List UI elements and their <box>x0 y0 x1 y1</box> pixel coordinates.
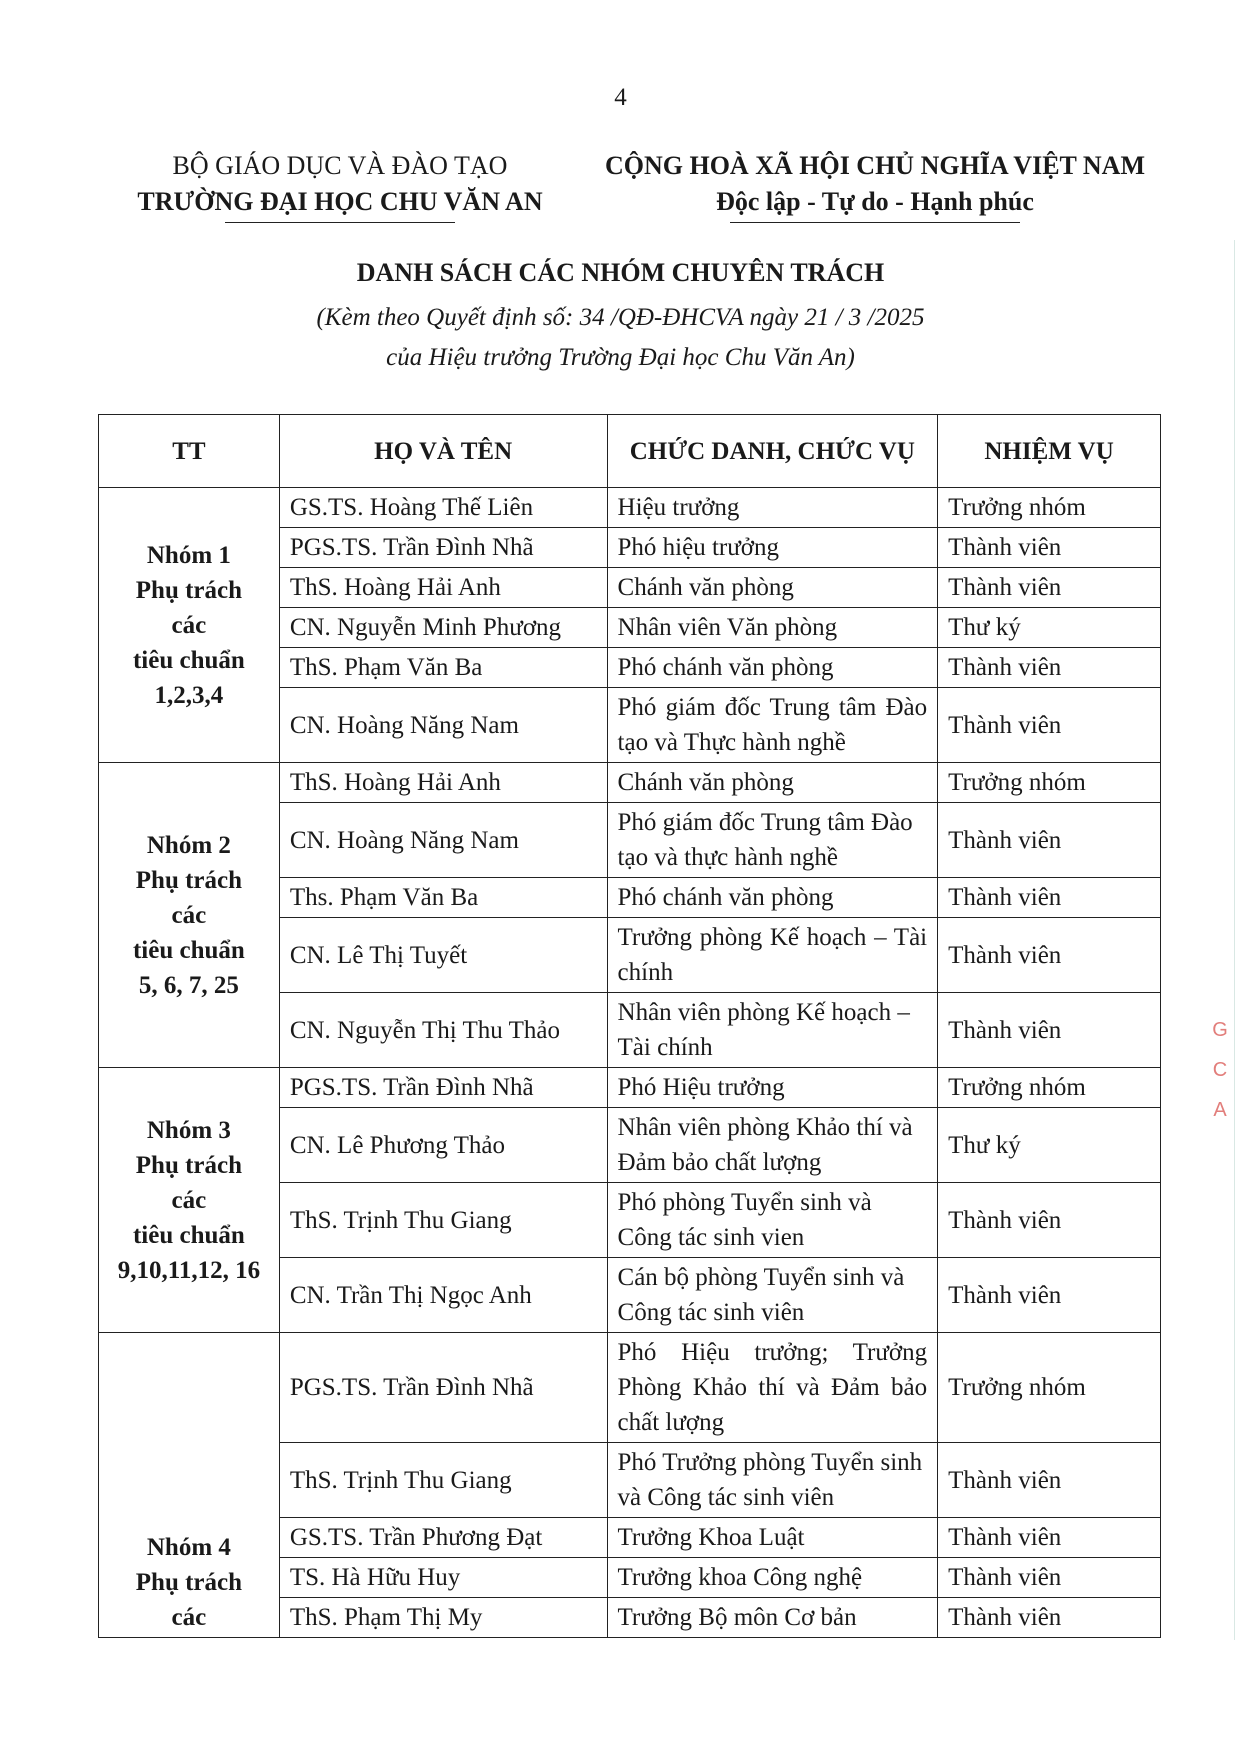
document-subtitle <box>0 298 1241 378</box>
member-duty-cell: Thành viên <box>938 918 1161 993</box>
header-duty: NHIỆM VỤ <box>938 415 1161 488</box>
member-name-cell: CN. Hoàng Năng Nam <box>279 688 607 763</box>
member-duty-cell: Thành viên <box>938 1183 1161 1258</box>
group-label-line: các <box>171 611 207 639</box>
member-name-cell: PGS.TS. Trần Đình Nhã <box>279 528 607 568</box>
member-duty-cell: Trưởng nhóm <box>938 488 1161 528</box>
member-position-cell: Phó Hiệu trưởng <box>607 1068 938 1108</box>
group-label-line: 1,2,3,4 <box>154 681 224 709</box>
table-row <box>99 763 1161 803</box>
group-label-line: Nhóm 4 <box>146 1534 231 1561</box>
member-position-cell: Trưởng Khoa Luật <box>607 1518 938 1558</box>
header-tt: TT <box>99 415 280 488</box>
member-name-cell: PGS.TS. Trần Đình Nhã <box>279 1333 607 1443</box>
university-underline <box>225 222 455 223</box>
group-label-line: 5, 6, 7, 25 <box>138 971 239 999</box>
member-position-cell: Phó phòng Tuyển sinh và Công tác sinh vien <box>607 1183 938 1258</box>
group-label-line: các <box>171 901 207 929</box>
member-duty-cell: Thành viên <box>938 1443 1161 1518</box>
member-name-cell: GS.TS. Hoàng Thế Liên <box>279 488 607 528</box>
member-position-cell: Phó giám đốc Trung tâm Đào tạo và Thực hành nghề <box>607 688 938 763</box>
member-position-cell: Trưởng phòng Kế hoạch – Tài chính <box>607 918 938 993</box>
member-name-cell: CN. Lê Phương Thảo <box>279 1108 607 1183</box>
member-position-cell: Phó giám đốc Trung tâm Đào tạo và thực hành nghề <box>607 803 938 878</box>
member-duty-cell: Thành viên <box>938 1598 1161 1638</box>
member-duty-cell: Thành viên <box>938 993 1161 1068</box>
page-number: 4 <box>614 84 627 111</box>
group-label-line: Phụ trách <box>135 576 243 604</box>
header-position: CHỨC DANH, CHỨC VỤ <box>607 415 938 488</box>
member-name-cell: CN. Lê Thị Tuyết <box>279 918 607 993</box>
member-duty-cell: Thành viên <box>938 1518 1161 1558</box>
member-name-cell: ThS. Trịnh Thu Giang <box>279 1443 607 1518</box>
table-row <box>99 1333 1161 1443</box>
member-position-cell: Cán bộ phòng Tuyển sinh và Công tác sinh viên <box>607 1258 938 1333</box>
member-name-cell: ThS. Phạm Thị My <box>279 1598 607 1638</box>
group-label-line: Nhóm 3 <box>146 1116 231 1144</box>
member-duty-cell: Thành viên <box>938 648 1161 688</box>
header-name: HỌ VÀ TÊN <box>279 415 607 488</box>
group-label-cell <box>99 763 280 1068</box>
motto-underline <box>730 222 1020 223</box>
scan-edge-line <box>1234 240 1235 1640</box>
header-left <box>120 148 560 223</box>
group-label-cell <box>99 1333 280 1638</box>
member-duty-cell: Trưởng nhóm <box>938 1068 1161 1108</box>
member-position-cell: Phó chánh văn phòng <box>607 878 938 918</box>
stamp-char: A <box>1213 1099 1227 1121</box>
group-label-cell <box>99 1068 280 1333</box>
ministry-name: BỘ GIÁO DỤC VÀ ĐÀO TẠO <box>172 151 508 180</box>
member-name-cell: CN. Nguyễn Thị Thu Thảo <box>279 993 607 1068</box>
group-label-line: tiêu chuẩn <box>132 646 245 674</box>
member-duty-cell: Thành viên <box>938 528 1161 568</box>
member-position-cell: Phó hiệu trưởng <box>607 528 938 568</box>
group-label-line: 9,10,11,12, 16 <box>117 1256 261 1284</box>
national-motto: Độc lập - Tự do - Hạnh phúc <box>716 187 1034 216</box>
member-duty-cell: Trưởng nhóm <box>938 1333 1161 1443</box>
member-name-cell: ThS. Phạm Văn Ba <box>279 648 607 688</box>
group-label-line: các <box>171 1186 207 1214</box>
group-label-line: Phụ trách <box>135 866 243 894</box>
document-title: DANH SÁCH CÁC NHÓM CHUYÊN TRÁCH <box>356 258 885 287</box>
member-name-cell: PGS.TS. Trần Đình Nhã <box>279 1068 607 1108</box>
group-label-line: Phụ trách <box>135 1569 243 1596</box>
member-position-cell: Trưởng khoa Công nghệ <box>607 1558 938 1598</box>
group-label-line: Nhóm 1 <box>146 541 231 569</box>
member-position-cell: Chánh văn phòng <box>607 763 938 803</box>
subtitle-line-2: của Hiệu trưởng Trường Đại học Chu Văn An) <box>386 344 855 371</box>
member-duty-cell: Thư ký <box>938 608 1161 648</box>
member-position-cell: Nhân viên phòng Kế hoạch – Tài chính <box>607 993 938 1068</box>
table-row <box>99 1068 1161 1108</box>
header-right <box>585 148 1165 223</box>
member-name-cell: GS.TS. Trần Phương Đạt <box>279 1518 607 1558</box>
group-label-line: Nhóm 2 <box>146 831 231 859</box>
member-position-cell: Nhân viên Văn phòng <box>607 608 938 648</box>
member-duty-cell: Thành viên <box>938 878 1161 918</box>
member-name-cell: CN. Hoàng Năng Nam <box>279 803 607 878</box>
member-position-cell: Chánh văn phòng <box>607 568 938 608</box>
group-label-line: tiêu chuẩn <box>132 1221 245 1249</box>
member-name-cell: CN. Trần Thị Ngọc Anh <box>279 1258 607 1333</box>
member-position-cell: Phó Hiệu trưởng; Trưởng Phòng Khảo thí và Đảm bảo chất lượng <box>607 1333 938 1443</box>
member-position-cell: Phó chánh văn phòng <box>607 648 938 688</box>
member-name-cell: Ths. Phạm Văn Ba <box>279 878 607 918</box>
university-name: TRƯỜNG ĐẠI HỌC CHU VĂN AN <box>137 187 543 216</box>
member-name-cell: ThS. Trịnh Thu Giang <box>279 1183 607 1258</box>
member-duty-cell: Thành viên <box>938 568 1161 608</box>
stamp-char: C <box>1212 1059 1228 1081</box>
member-position-cell: Hiệu trưởng <box>607 488 938 528</box>
table-header-row <box>99 415 1161 488</box>
country-name: CỘNG HOÀ XÃ HỘI CHỦ NGHĨA VIỆT NAM <box>604 151 1146 180</box>
group-label-line: tiêu chuẩn <box>132 936 245 964</box>
member-position-cell: Nhân viên phòng Khảo thí và Đảm bảo chất lượng <box>607 1108 938 1183</box>
subtitle-line-1: (Kèm theo Quyết định số: 34 /QĐ-ĐHCVA ngày 21 / 3 /2025 <box>316 304 925 331</box>
group-roster-table <box>98 414 1161 1638</box>
table-body <box>99 488 1161 1638</box>
member-duty-cell: Thành viên <box>938 1258 1161 1333</box>
member-duty-cell: Thành viên <box>938 1558 1161 1598</box>
member-name-cell: ThS. Hoàng Hải Anh <box>279 763 607 803</box>
member-name-cell: CN. Nguyễn Minh Phương <box>279 608 607 648</box>
member-name-cell: ThS. Hoàng Hải Anh <box>279 568 607 608</box>
member-position-cell: Trưởng Bộ môn Cơ bản <box>607 1598 938 1638</box>
stamp-char: G <box>1212 1019 1228 1041</box>
member-duty-cell: Trưởng nhóm <box>938 763 1161 803</box>
group-label-cell <box>99 488 280 763</box>
member-position-cell: Phó Trưởng phòng Tuyển sinh và Công tác sinh viên <box>607 1443 938 1518</box>
member-duty-cell: Thành viên <box>938 688 1161 763</box>
group-label-line: các <box>171 1604 207 1631</box>
member-name-cell: TS. Hà Hữu Huy <box>279 1558 607 1598</box>
table-row <box>99 488 1161 528</box>
member-duty-cell: Thư ký <box>938 1108 1161 1183</box>
member-duty-cell: Thành viên <box>938 803 1161 878</box>
group-label-line: Phụ trách <box>135 1151 243 1179</box>
